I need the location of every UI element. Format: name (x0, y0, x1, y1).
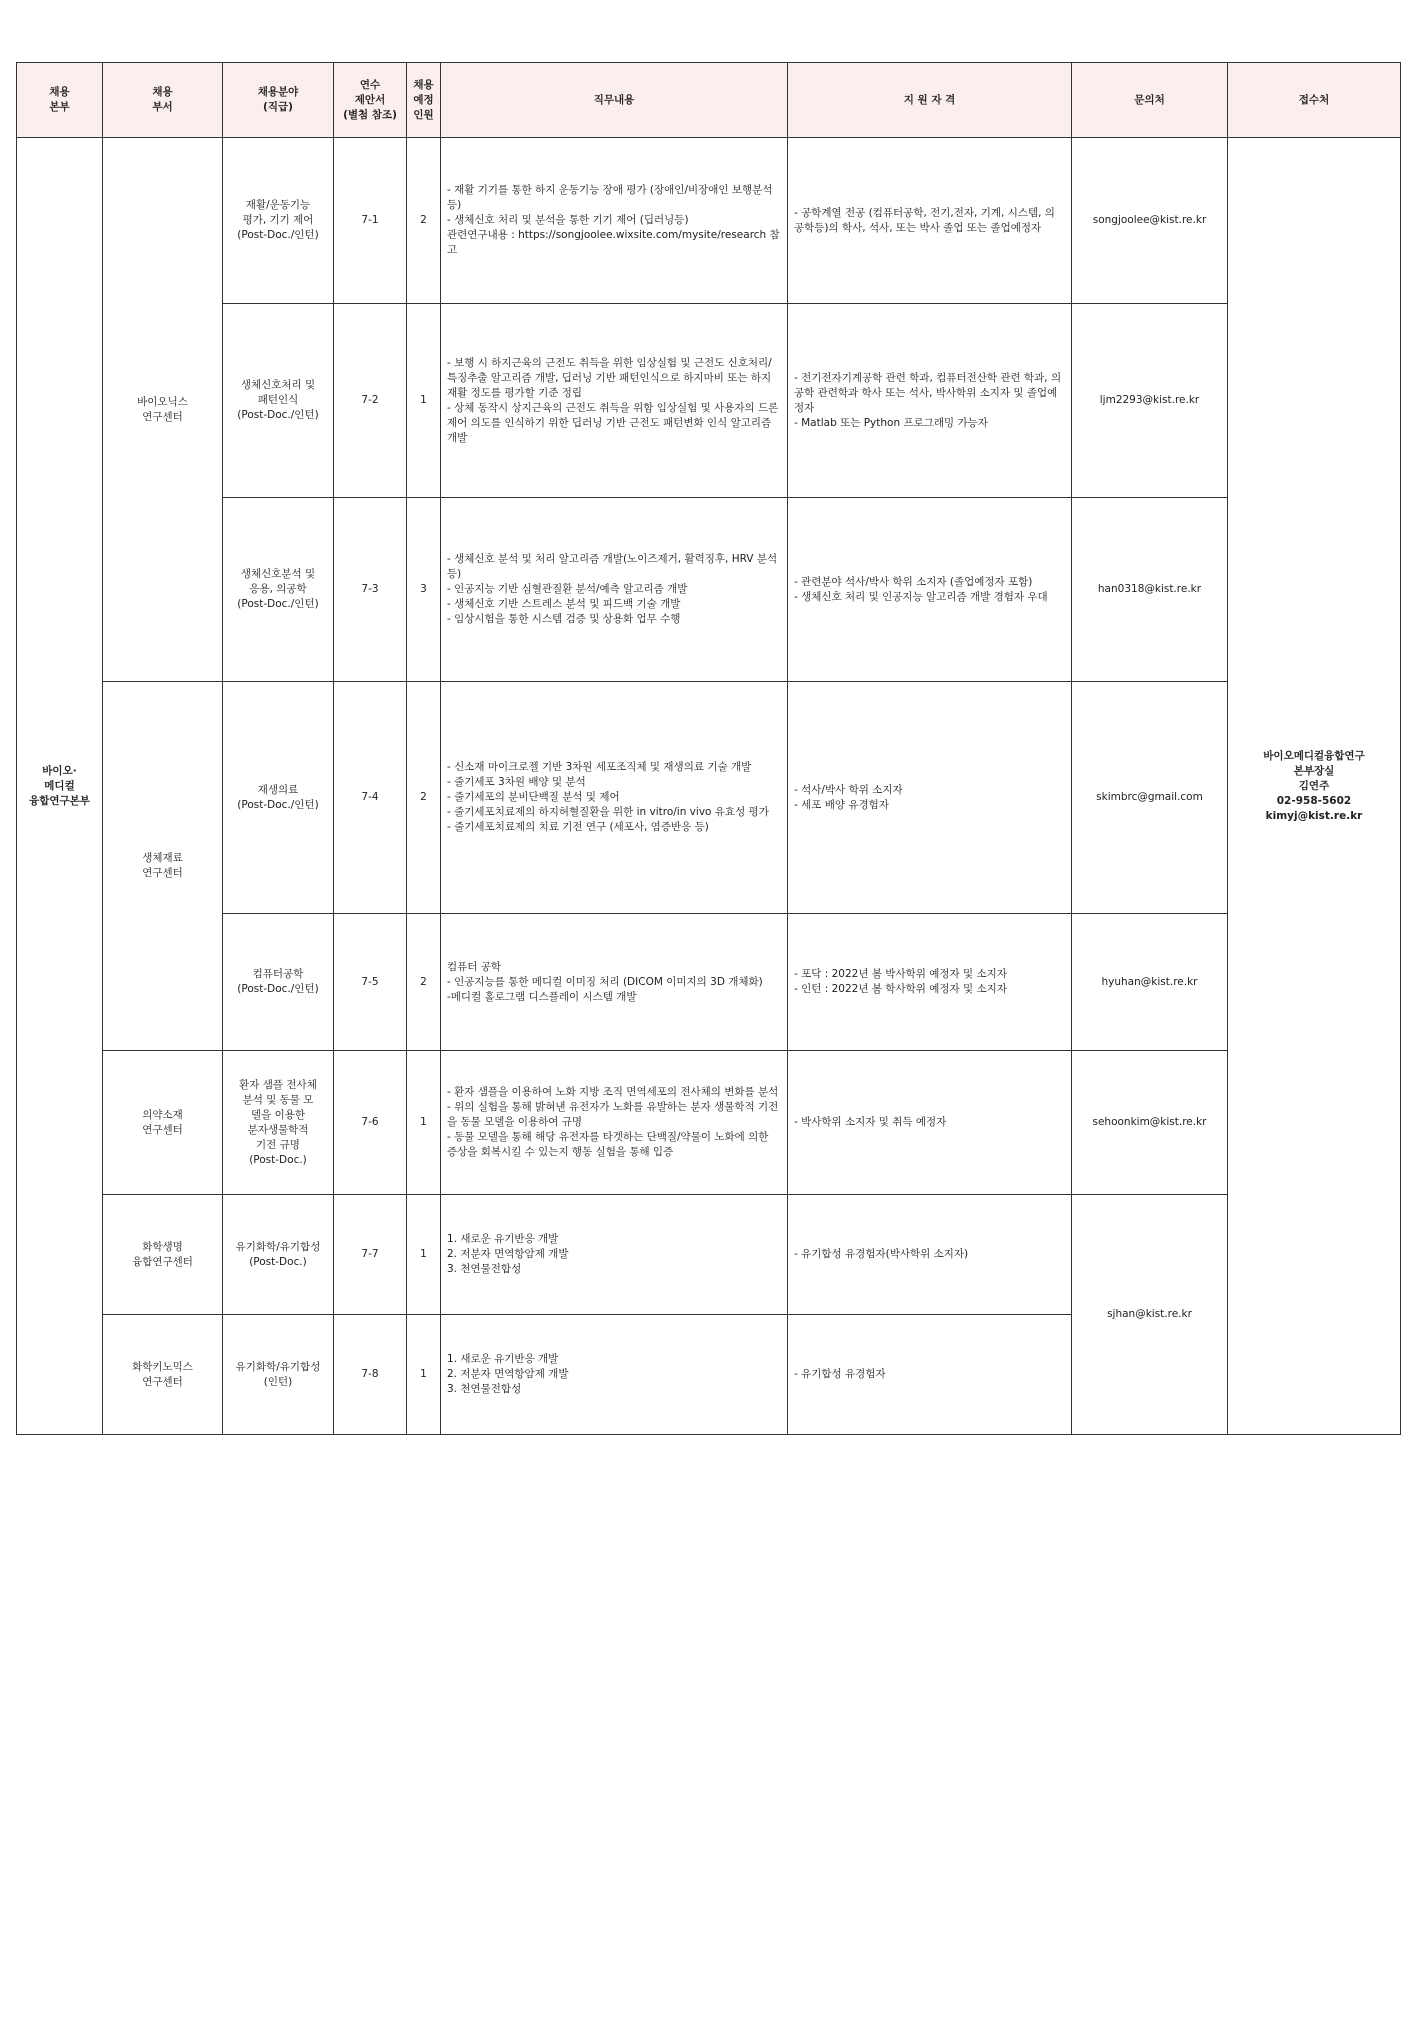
contact-email[interactable]: hyuhan@kist.re.kr (1072, 914, 1228, 1051)
department-chem-kino: 화학키노믹스 연구센터 (103, 1315, 223, 1435)
table-header-row (17, 63, 1401, 138)
qualifications-cell: - 유기합성 유경험자 (788, 1315, 1072, 1435)
duties-cell: 1. 새로운 유기반응 개발 2. 저분자 면역항암제 개발 3. 천연물전합성 (441, 1195, 788, 1315)
contact-email[interactable]: sjhan@kist.re.kr (1072, 1195, 1228, 1435)
header-headcount: 채용 예정 인원 (407, 63, 441, 138)
qualifications-cell: - 유기합성 유경험자(박사학위 소지자) (788, 1195, 1072, 1315)
table-row (17, 682, 1401, 914)
contact-email[interactable]: songjoolee@kist.re.kr (1072, 138, 1228, 304)
qualifications-cell: - 석사/박사 학위 소지자 - 세포 배양 유경험자 (788, 682, 1072, 914)
field-cell: 컴퓨터공학 (Post-Doc./인턴) (223, 914, 334, 1051)
field-cell: 환자 샘플 전사체 분석 및 동물 모 델을 이용한 분자생물학적 기전 규명 (Post-Doc.) (223, 1051, 334, 1195)
proposal-cell: 7-6 (334, 1051, 407, 1195)
field-cell: 유기화학/유기합성 (인턴) (223, 1315, 334, 1435)
proposal-cell: 7-8 (334, 1315, 407, 1435)
qualifications-cell: - 전기전자기계공학 관련 학과, 컴퓨터전산학 관련 학과, 의공학 관련학과 학사 또는 석사, 박사학위 소지자 및 졸업예정자 - Matlab 또는 Python 프로그래밍 가능자 (788, 304, 1072, 498)
field-cell: 재활/운동기능 평가, 기기 제어 (Post-Doc./인턴) (223, 138, 334, 304)
headcount-cell: 1 (407, 304, 441, 498)
duties-cell: 컴퓨터 공학 - 인공지능를 통한 메디컬 이미징 처리 (DICOM 이미지의 3D 개체화) -메디컬 홀로그램 디스플레이 시스템 개발 (441, 914, 788, 1051)
duties-cell: - 생체신호 분석 및 처리 알고리즘 개발(노이즈제거, 활력징후, HRV 분석 등) - 인공지능 기반 심혈관질환 분석/예측 알고리즘 개발 - 생체신호 기반 스트레스 분석 및 피드백 기술 개발 - 임상시험을 통한 시스템 검증 및 상용화 업무 수행 (441, 498, 788, 682)
proposal-cell: 7-7 (334, 1195, 407, 1315)
qualifications-cell: - 박사학위 소지자 및 취득 예정자 (788, 1051, 1072, 1195)
proposal-cell: 7-5 (334, 914, 407, 1051)
proposal-cell: 7-2 (334, 304, 407, 498)
department-bionics: 바이오닉스 연구센터 (103, 138, 223, 682)
proposal-cell: 7-3 (334, 498, 407, 682)
duties-cell: - 보행 시 하지근육의 근전도 취득을 위한 임상실험 및 근전도 신호처리/특징추출 알고리즘 개발, 딥러닝 기반 패턴인식으로 하지마비 또는 하지재활 정도를 평가할 기준 정립 - 상체 동작시 상지근육의 근전도 취득을 위함 임상실험 및 사용자의 드론제어 의도를 인식하기 위한 딥러닝 기반 근전도 패턴변화 인식 알고리즘 개발 (441, 304, 788, 498)
header-field: 채용분야 (직급) (223, 63, 334, 138)
qualifications-cell: - 공학계열 전공 (컴퓨터공학, 전기,전자, 기계, 시스템, 의공학등)의 학사, 석사, 또는 박사 졸업 또는 졸업예정자 (788, 138, 1072, 304)
header-contact: 문의처 (1072, 63, 1228, 138)
headcount-cell: 3 (407, 498, 441, 682)
field-cell: 생체신호처리 및 패턴인식 (Post-Doc./인턴) (223, 304, 334, 498)
field-cell: 유기화학/유기합성 (Post-Doc.) (223, 1195, 334, 1315)
qualifications-cell: - 포닥 : 2022년 봄 박사학위 예정자 및 소지자 - 인턴 : 2022년 봄 학사학위 예정자 및 소지자 (788, 914, 1072, 1051)
headcount-cell: 2 (407, 682, 441, 914)
contact-email[interactable]: skimbrc@gmail.com (1072, 682, 1228, 914)
headcount-cell: 1 (407, 1315, 441, 1435)
table-row (17, 498, 1401, 682)
duties-cell: - 환자 샘플을 이용하여 노화 지방 조직 면역세포의 전사체의 변화를 분석 - 위의 실험을 통해 밝혀낸 유전자가 노화를 유발하는 분자 생물학적 기전을 동물 모델을 이용하여 규명 - 동물 모델을 통해 해당 유전자를 타겟하는 단백질/약물이 노화에 의한 증상을 회복시킬 수 있는지 행동 실험을 통해 입증 (441, 1051, 788, 1195)
contact-email[interactable]: han0318@kist.re.kr (1072, 498, 1228, 682)
contact-email[interactable]: ljm2293@kist.re.kr (1072, 304, 1228, 498)
header-proposal: 연수 제안서 (별첨 참조) (334, 63, 407, 138)
headcount-cell: 2 (407, 914, 441, 1051)
receipt-cell: 바이오메디컬융합연구 본부장실 김연주 02-958-5602 kimyj@kist.re.kr (1228, 138, 1401, 1435)
headcount-cell: 2 (407, 138, 441, 304)
duties-cell: - 신소재 마이크로젤 기반 3차원 세포조직체 및 재생의료 기술 개발 - 줄기세포 3차원 배양 및 분석 - 줄기세포의 분비단백질 분석 및 제어 - 줄기세포치료제의 하지허혈질환을 위한 in vitro/in vivo 유효성 평가 - 줄기세포치료제의 치료 기전 연구 (세포사, 염증반응 등) (441, 682, 788, 914)
headcount-cell: 1 (407, 1195, 441, 1315)
header-duties: 직무내용 (441, 63, 788, 138)
headcount-cell: 1 (407, 1051, 441, 1195)
contact-email[interactable]: sehoonkim@kist.re.kr (1072, 1051, 1228, 1195)
qualifications-cell: - 관련분야 석사/박사 학위 소지자 (졸업예정자 포함) - 생체신호 처리 및 인공지능 알고리즘 개발 경험자 우대 (788, 498, 1072, 682)
field-cell: 생체신호분석 및 응용, 의공학 (Post-Doc./인턴) (223, 498, 334, 682)
department-drug: 의약소재 연구센터 (103, 1051, 223, 1195)
department-biomaterials: 생체재료 연구센터 (103, 682, 223, 1051)
field-cell: 재생의료 (Post-Doc./인턴) (223, 682, 334, 914)
table-row (17, 304, 1401, 498)
header-department: 채용 부서 (103, 63, 223, 138)
division-cell: 바이오· 메디컬 융합연구본부 (17, 138, 103, 1435)
duties-cell: - 재활 기기를 통한 하지 운동기능 장애 평가 (장애인/비장애인 보행분석 등) - 생체신호 처리 및 분석을 통한 기기 제어 (딥러닝등) 관련연구내용 : https://songjoolee.wixsite.com/mysite/research 참고 (441, 138, 788, 304)
table-row (17, 138, 1401, 304)
proposal-cell: 7-4 (334, 682, 407, 914)
recruitment-table (16, 62, 1401, 1435)
header-receipt: 접수처 (1228, 63, 1401, 138)
proposal-cell: 7-1 (334, 138, 407, 304)
header-division: 채용 본부 (17, 63, 103, 138)
table-row (17, 1051, 1401, 1195)
department-chem-bio: 화학생명 융합연구센터 (103, 1195, 223, 1315)
table-row (17, 914, 1401, 1051)
duties-cell: 1. 새로운 유기반응 개발 2. 저분자 면역항암제 개발 3. 천연물전합성 (441, 1315, 788, 1435)
header-qualifications: 지 원 자 격 (788, 63, 1072, 138)
table-row (17, 1195, 1401, 1315)
